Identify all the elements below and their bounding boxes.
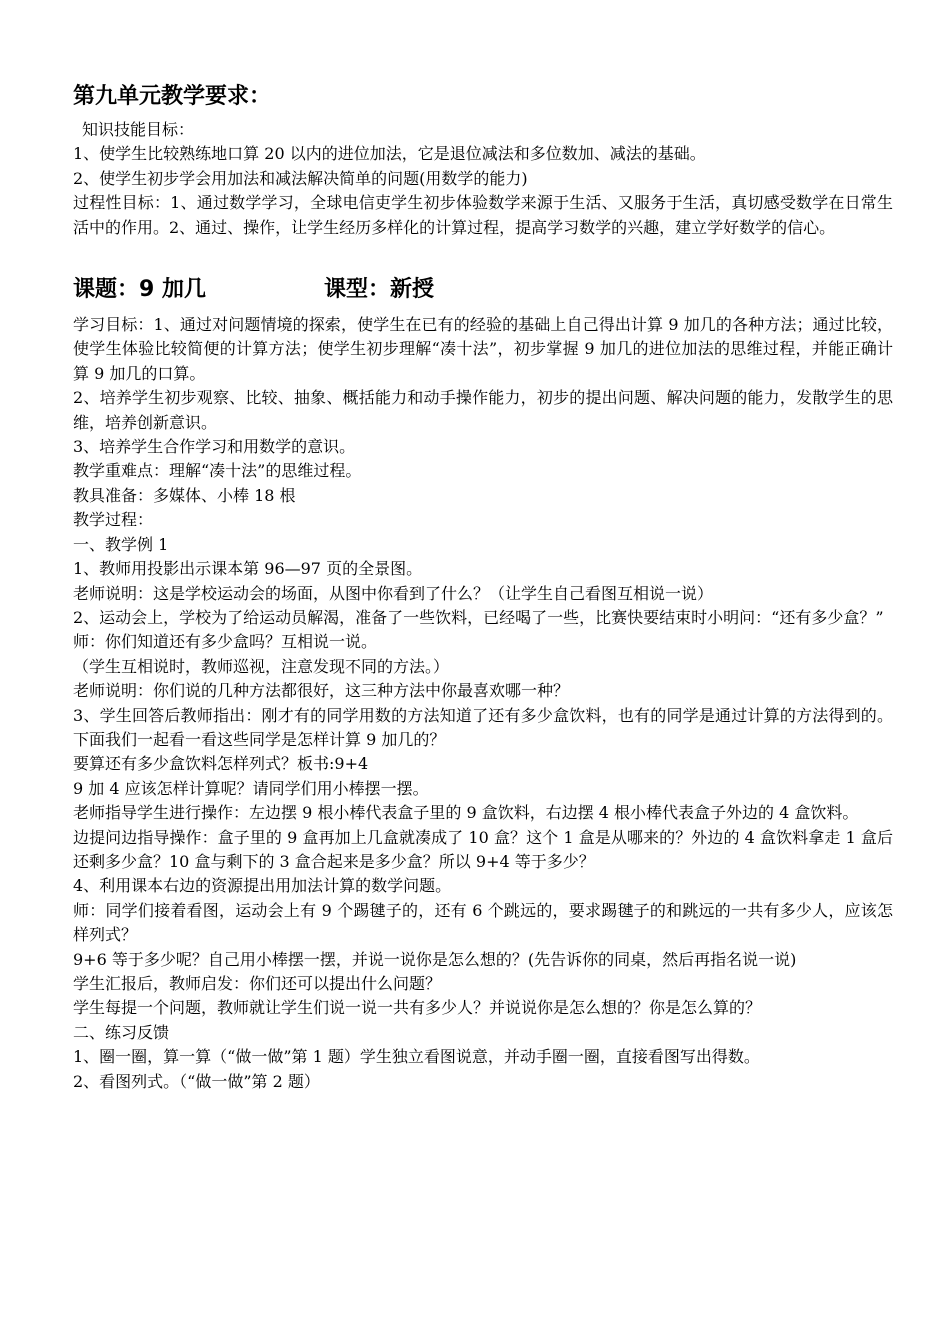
lesson-paragraph: 教学重难点：理解“凑十法”的思维过程。 (73, 461, 362, 481)
lesson-paragraph: 老师说明：这是学校运动会的场面，从图中你看到了什么？（让学生自己看图互相说一说） (73, 583, 714, 603)
lesson-paragraph: 学习目标：1、通过对问题情境的探索，使学生在已有的经验的基础上自己得出计算 9 加几的各种方法；通过比较，使学生体验比较简便的计算方法；使学生初步理解“凑十法”，初步掌握 9 加几的进位加法的思维过程，并能正确计算 9 加几的口算。 (73, 315, 893, 383)
lesson-paragraph: 9+6 等于多少呢？自己用小棒摆一摆，并说一说你是怎么想的？(先告诉你的同桌，然后再指名说一说) (73, 949, 797, 969)
lesson-paragraph: 1、圈一圈，算一算（“做一做”第 1 题）学生独立看图说意，并动手圈一圈，直接看图写出得数。 (73, 1047, 760, 1067)
unit-title: 第九单元教学要求： (73, 84, 272, 109)
lesson-paragraph: 师：你们知道还有多少盒吗？互相说一说。 (73, 632, 378, 652)
lesson-paragraph: 教具准备：多媒体、小棒 18 根 (73, 485, 296, 505)
lesson-topic: 课题：9 加几 (73, 277, 206, 303)
lesson-paragraph: 教学过程： (73, 510, 154, 530)
lesson-paragraph: 4、利用课本右边的资源提出用加法计算的数学问题。 (73, 876, 452, 896)
lesson-paragraph: 3、培养学生合作学习和用数学的意识。 (73, 437, 356, 457)
lesson-paragraph: 边提问边指导操作：盒子里的 9 盒再加上几盒就凑成了 10 盒？这个 1 盒是从哪来的？外边的 4 盒饮料拿走 1 盒后还剩多少盒？10 盒与剩下的 3 盒合起来是多少盒？所以 9+4 等于多少？ (73, 827, 893, 871)
lesson-paragraph: （学生互相说时，教师巡视，注意发现不同的方法。） (73, 656, 450, 676)
lesson-paragraph: 3、学生回答后教师指出：刚才有的同学用数的方法知道了还有多少盒饮料，也有的同学是通过计算的方法得到的。下面我们一起看一看这些同学是怎样计算 9 加几的？ (73, 705, 893, 749)
lesson-paragraph: 2、看图列式。（“做一做”第 2 题） (73, 1071, 320, 1091)
lesson-paragraph: 学生汇报后，教师启发：你们还可以提出什么问题？ (73, 974, 442, 993)
lesson-paragraph: 9 加 4 应该怎样计算呢？请同学们用小棒摆一摆。 (73, 778, 429, 798)
document-page (73, 82, 893, 1094)
unit-paragraph: 1、使学生比较熟练地口算 20 以内的进位加法，它是退位减法和多位数加、减法的基础。 (73, 144, 706, 164)
unit-paragraph: 过程性目标：1、通过数学学习，全球电信吏学生初步体验数学来源于生活、又服务于生活，真切感受数学在日常生活中的作用。2、通过、操作，让学生经历多样化的计算过程，提高学习数学的兴趣，建立学好数学的信心。 (73, 193, 893, 237)
lesson-paragraph: 学生每提一个问题，教师就让学生们说一说一共有多少人？并说说你是怎么想的？你是怎么算的？ (73, 998, 762, 1018)
knowledge-label: 知识技能目标： (82, 120, 195, 139)
lesson-paragraph: 二、练习反馈 (73, 1022, 170, 1042)
lesson-paragraph: 2、运动会上，学校为了给运动员解渴，准备了一些饮料，已经喝了一些，比赛快要结束时小明问：“还有多少盒？” (73, 607, 884, 627)
lesson-paragraph: 老师说明：你们说的几种方法都很好，这三种方法中你最喜欢哪一种？ (73, 681, 570, 701)
lesson-header (73, 275, 893, 305)
lesson-paragraph: 一、教学例 1 (73, 534, 169, 554)
unit-paragraph: 2、使学生初步学会用加法和减法解决简单的问题(用数学的能力) (73, 168, 528, 188)
lesson-paragraph: 老师指导学生进行操作：左边摆 9 根小棒代表盒子里的 9 盒饮料，右边摆 4 根小棒代表盒子外边的 4 盒饮料。 (73, 803, 859, 823)
lesson-paragraph: 1、教师用投影出示课本第 96—97 页的全景图。 (73, 559, 423, 579)
lesson-paragraph: 2、培养学生初步观察、比较、抽象、概括能力和动手操作能力，初步的提出问题、解决问题的能力，发散学生的思维，培养创新意识。 (73, 388, 893, 432)
lesson-type: 课型：新授 (323, 277, 434, 303)
lesson-paragraph: 师：同学们接着看图，运动会上有 9 个踢毽子的，还有 6 个跳远的，要求踢毽子的和跳远的一共有多少人，应该怎样列式？ (73, 900, 893, 945)
lesson-paragraph: 要算还有多少盒饮料怎样列式？板书:9+4 (73, 754, 369, 774)
